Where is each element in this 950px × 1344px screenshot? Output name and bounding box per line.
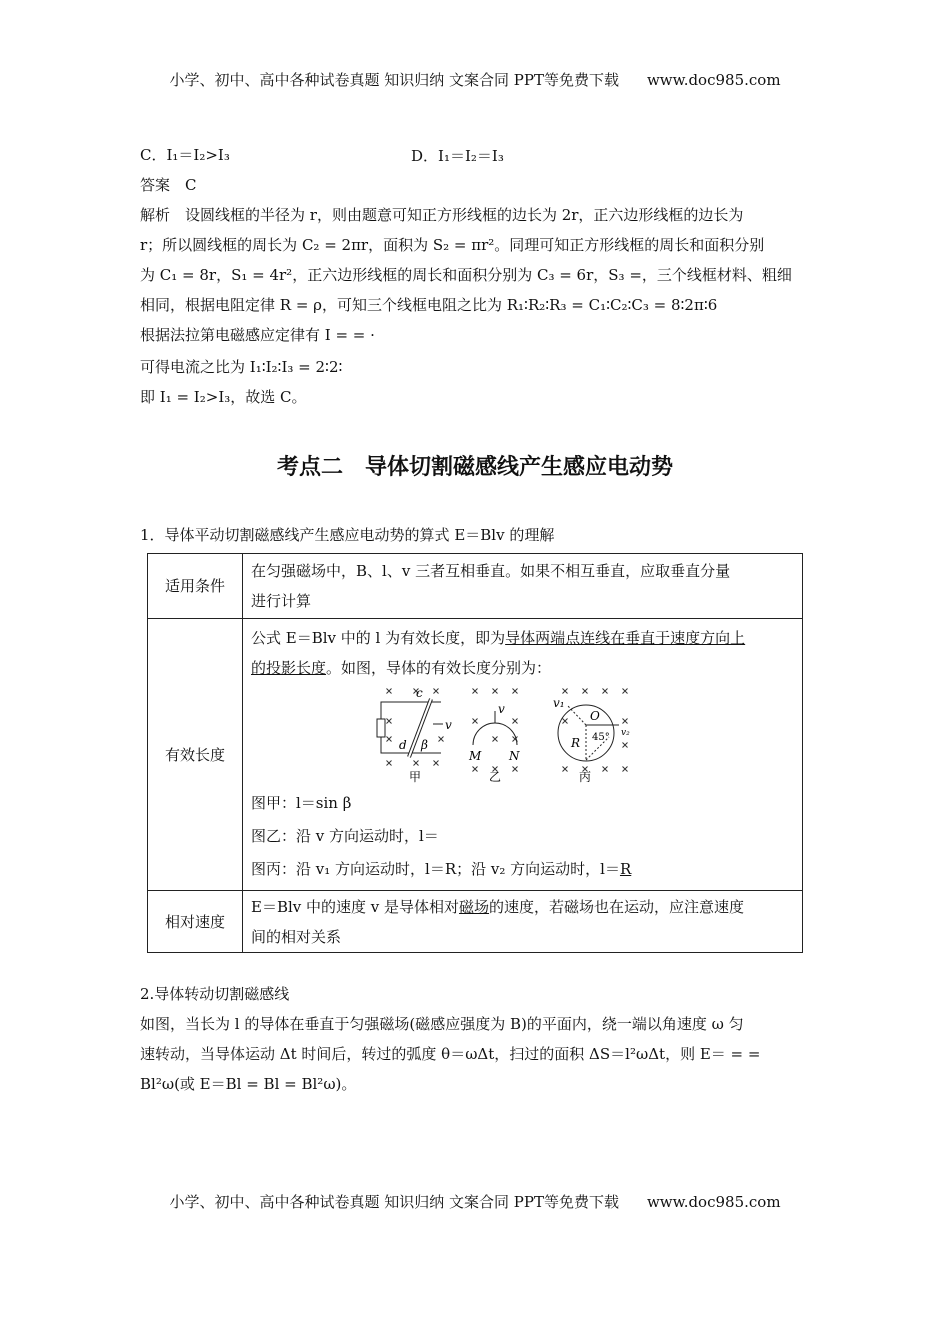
field-cross-mark [583,689,588,694]
label-v: v [498,702,505,716]
field-cross-mark [513,689,518,694]
underlined-text: 的投影长度 [251,659,327,677]
field-cross-mark [387,719,392,724]
row-content [243,619,803,891]
label-r: R [571,736,581,750]
option-d: D．I₁＝I₂＝I₃ [411,147,504,165]
item2-line: 速转动，当导体运动 Δt 时间后，转过的弧度 θ＝ωΔt，扫过的面积 ΔS＝l²ωΔt，则 E＝ = = [140,1045,761,1063]
field-cross-mark [473,689,478,694]
option-c: C．I₁＝I₂>I₃ [140,146,230,164]
field-cross-mark [439,737,444,742]
row-text: 图乙：沿 v 方向运动时，l＝ [251,827,439,845]
field-cross-mark [513,719,518,724]
header-text: 小学、初中、高中各种试卷真题 知识归纳 文案合同 PPT等免费下载 [169,71,619,89]
item2-line: Bl²ω(或 E＝Bl = Bl = Bl²ω)。 [140,1075,357,1093]
label-v: v [445,718,452,732]
page-header [0,69,950,90]
field-cross-mark [623,719,628,724]
field-cross-mark [493,689,498,694]
field-cross-mark [603,689,608,694]
field-cross-mark [513,767,518,772]
table-row [148,554,803,619]
label-d: d [399,738,407,752]
row-label: 适用条件 [148,554,243,619]
field-cross-mark [563,767,568,772]
diagram-bing [558,705,619,761]
footer-site: www.doc985.com [646,1193,781,1211]
row-text: 公式 E＝Blv 中的 l 为有效长度，即为 [251,629,506,647]
section-title: 考点二 导体切割磁感线产生感应电动势 [276,455,673,480]
caption-jia: 甲 [409,770,422,784]
answer: 答案 C [140,176,197,194]
effective-length-figure [371,685,661,785]
field-cross-mark [623,743,628,748]
diagram-yi [473,711,517,745]
underlined-text: 磁场 [459,897,490,916]
field-cross-mark [387,761,392,766]
analysis-line: r；所以圆线框的周长为 C₂ = 2πr，面积为 S₂ = πr²。同理可知正方形线框的周长和面积分别 [140,236,765,254]
row-content [243,891,803,953]
label-v2: v₂ [621,728,630,738]
footer-text: 小学、初中、高中各种试卷真题 知识归纳 文案合同 PPT等免费下载 [169,1193,619,1211]
item1-title: 1．导体平动切割磁感线产生感应电动势的算式 E＝Blv 的理解 [140,526,555,544]
label-n: N [509,749,520,763]
field-cross-mark [387,737,392,742]
caption-yi: 乙 [489,770,502,784]
row-label: 有效长度 [148,619,243,891]
analysis-line: 即 I₁ = I₂>I₃，故选 C。 [140,388,307,406]
row-text: 间的相对关系 [251,927,342,946]
label-m: M [469,749,482,763]
analysis-line: 相同，根据电阻定律 R = ρ，可知三个线框电阻之比为 R₁∶R₂∶R₃ = C₁∶C₂∶C₃ = 8∶2π∶6 [140,296,718,314]
analysis-line: 根据法拉第电磁感应定律有 I = = · [140,326,375,344]
row-label: 相对速度 [148,891,243,953]
field-cross-mark [563,719,568,724]
row-content [243,554,803,619]
field-cross-mark [603,767,608,772]
row-text: 图丙：沿 v₁ 方向运动时，l＝R；沿 v₂ 方向运动时，l＝ [251,860,620,878]
row-text: 。如图，导体的有效长度分别为： [326,659,552,677]
item2-section [140,979,820,1099]
page-footer [0,1191,950,1212]
analysis-line: 为 C₁ = 8r，S₁ = 4r²，正六边形线框的周长和面积分别为 C₃ = 6r，S₃ =，三个线框材料、粗细 [140,266,792,284]
analysis-line: 可得电流之比为 I₁∶I₂∶I₃ = 2∶2∶ [140,358,343,376]
label-o: O [590,709,600,723]
diagram-jia [377,699,443,757]
field-cross-mark [434,689,439,694]
magnetic-field-crosses [387,689,628,772]
field-cross-mark [623,767,628,772]
field-cross-mark [434,761,439,766]
row-text: 进行计算 [251,592,312,610]
table-row [148,619,803,891]
field-cross-mark [623,689,628,694]
field-cross-mark [414,761,419,766]
underlined-text: 导体两端点连线在垂直于速度方向上 [505,629,746,647]
label-angle: 45° [592,732,610,743]
content-flow [140,553,820,1099]
field-cross-mark [473,767,478,772]
field-cross-mark [473,719,478,724]
field-cross-mark [563,689,568,694]
row-text: 在匀强磁场中，B、l、v 三者互相垂直。如果不相互垂直，应取垂直分量 [251,562,731,580]
analysis-line: 解析 设圆线框的半径为 r，则由题意可知正方形线框的边长为 2r，正六边形线框的边长为 [140,206,744,224]
row-text: 图甲：l＝sin β [251,794,352,812]
label-c: c [416,686,423,700]
field-cross-mark [387,689,392,694]
item2-line: 如图，当长为 l 的导体在垂直于匀强磁场(磁感应强度为 B)的平面内，绕一端以角速度 ω 匀 [140,1015,744,1033]
row-text: E＝Blv 中的速度 v 是导体相对 [251,897,460,916]
underlined-text: R [619,860,632,878]
header-site: www.doc985.com [646,71,781,89]
caption-bing: 丙 [579,770,592,784]
table-row [148,891,803,953]
label-beta: β [421,738,428,752]
field-cross-mark [493,737,498,742]
item2-title: 2.导体转动切割磁感线 [140,985,290,1003]
formula-table [147,553,803,953]
row-text: 的速度，若磁场也在运动，应注意速度 [489,897,745,916]
label-v1: v₁ [553,696,565,710]
